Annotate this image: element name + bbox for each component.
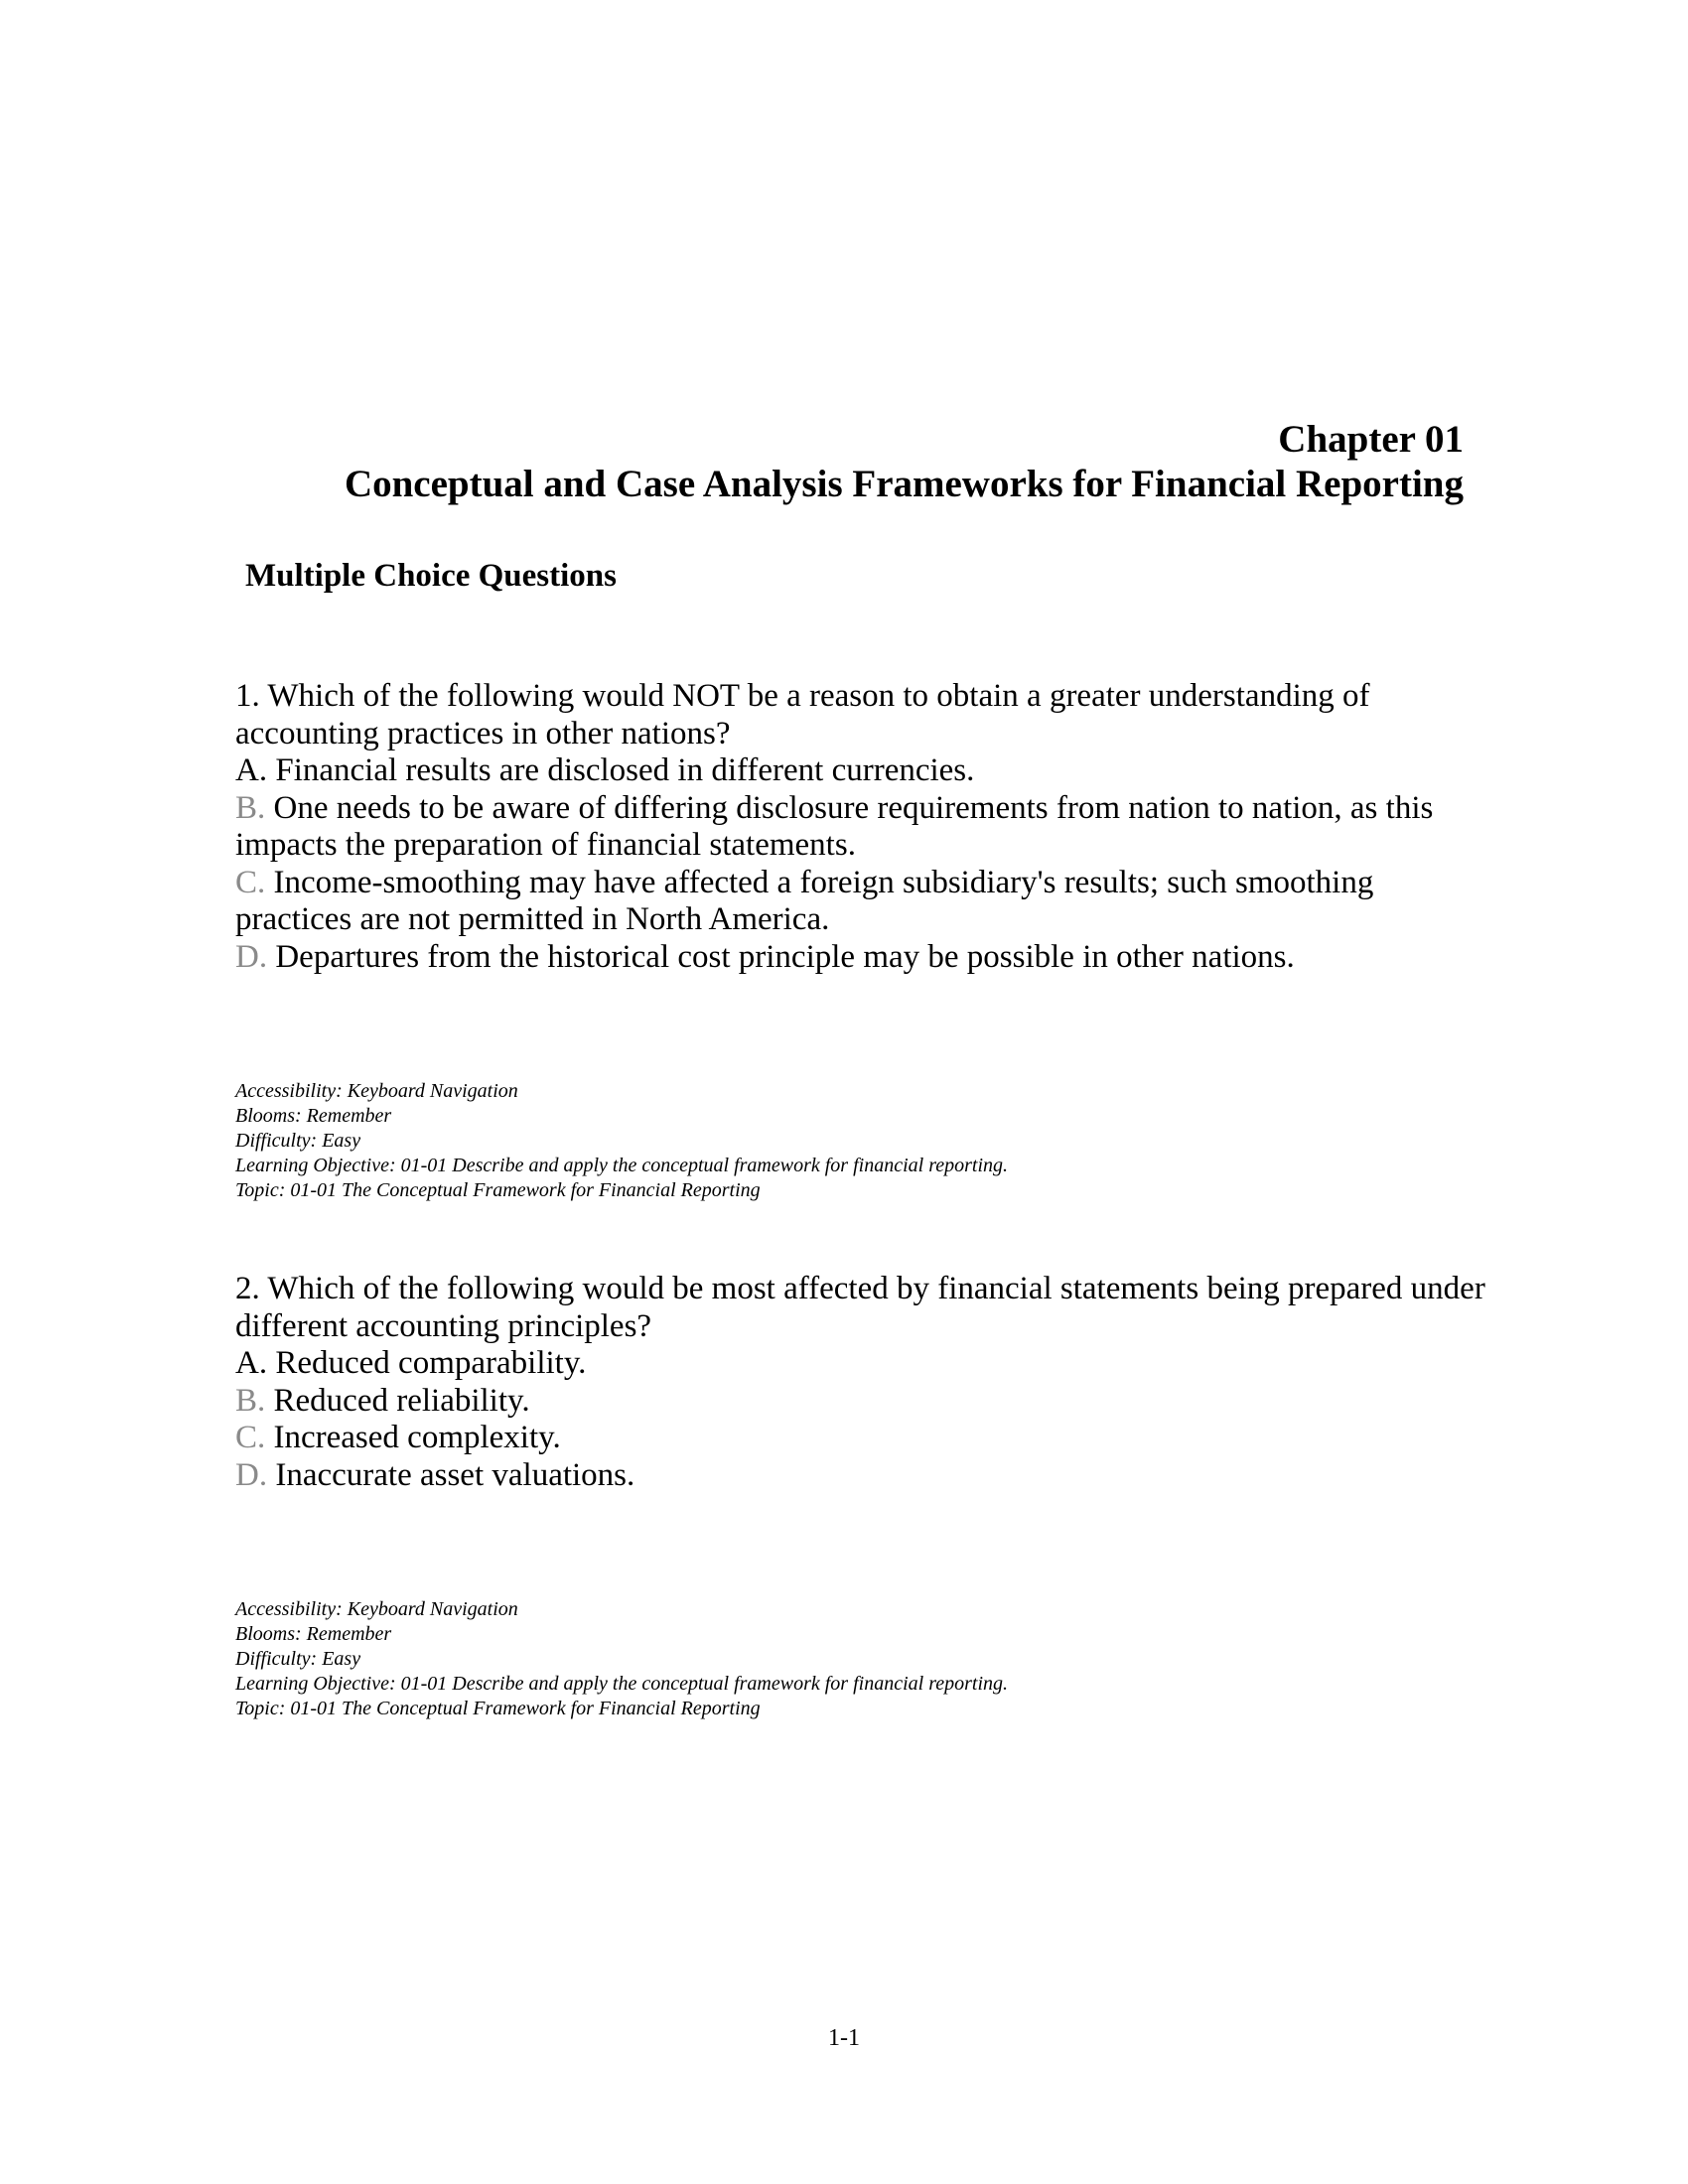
meta-learning-objective: Learning Objective: 01-01 Describe and apply the conceptual framework for financial reporting. — [235, 1673, 1009, 1695]
meta-blooms: Blooms: Remember — [235, 1623, 392, 1645]
choice-letter: A. — [235, 1345, 268, 1381]
meta-difficulty: Difficulty: Easy — [235, 1130, 361, 1152]
question-text: 1. Which of the following would NOT be a reason to obtain a greater understanding of accounting practices in other nations? — [235, 678, 1370, 751]
question-1-metadata — [235, 1079, 1008, 1203]
choice-c — [235, 865, 1486, 939]
choice-d — [235, 1457, 1486, 1495]
chapter-header — [345, 417, 1464, 506]
choice-text: Financial results are disclosed in different currencies. — [275, 752, 975, 788]
meta-difficulty: Difficulty: Easy — [235, 1648, 361, 1670]
question-1 — [235, 678, 1486, 976]
choice-b — [235, 790, 1486, 865]
choice-a — [235, 752, 1486, 790]
page-number: 1-1 — [828, 2025, 860, 2051]
question-2 — [235, 1271, 1486, 1494]
question-2-metadata — [235, 1597, 1008, 1721]
meta-blooms: Blooms: Remember — [235, 1105, 392, 1127]
choice-letter: C. — [235, 1420, 266, 1455]
choice-a — [235, 1345, 1486, 1383]
choice-c — [235, 1420, 1486, 1457]
choice-letter: C. — [235, 864, 266, 900]
choice-letter: D. — [235, 1456, 268, 1493]
choice-letter: D. — [235, 938, 268, 975]
choice-text: Income-smoothing may have affected a foreign subsidiary's results; such smoothing practices are not permitted in North America. — [235, 864, 1374, 937]
meta-accessibility: Accessibility: Keyboard Navigation — [235, 1080, 518, 1102]
choice-text: Reduced comparability. — [275, 1345, 587, 1381]
meta-accessibility: Accessibility: Keyboard Navigation — [235, 1598, 518, 1620]
choice-b — [235, 1383, 1486, 1421]
choice-text: Inaccurate asset valuations. — [275, 1456, 635, 1493]
meta-topic: Topic: 01-01 The Conceptual Framework for Financial Reporting — [235, 1179, 761, 1201]
choice-text: Departures from the historical cost principle may be possible in other nations. — [275, 938, 1295, 975]
choice-letter: B. — [235, 1382, 266, 1419]
choice-letter: B. — [235, 789, 266, 826]
chapter-title: Conceptual and Case Analysis Frameworks for Financial Reporting — [344, 463, 1464, 505]
choice-letter: A. — [235, 752, 268, 788]
chapter-number: Chapter 01 — [1278, 418, 1464, 461]
question-text: 2. Which of the following would be most affected by financial statements being prepared under different accounting principles? — [235, 1271, 1485, 1344]
section-title: Multiple Choice Questions — [245, 558, 618, 594]
choice-text: Increased complexity. — [273, 1420, 561, 1455]
choice-d — [235, 939, 1486, 977]
choice-text: One needs to be aware of differing disclosure requirements from nation to nation, as this impacts the preparation of financial statements. — [235, 789, 1434, 863]
choice-text: Reduced reliability. — [273, 1382, 530, 1419]
meta-learning-objective: Learning Objective: 01-01 Describe and apply the conceptual framework for financial reporting. — [235, 1155, 1009, 1176]
meta-topic: Topic: 01-01 The Conceptual Framework for Financial Reporting — [235, 1698, 761, 1719]
